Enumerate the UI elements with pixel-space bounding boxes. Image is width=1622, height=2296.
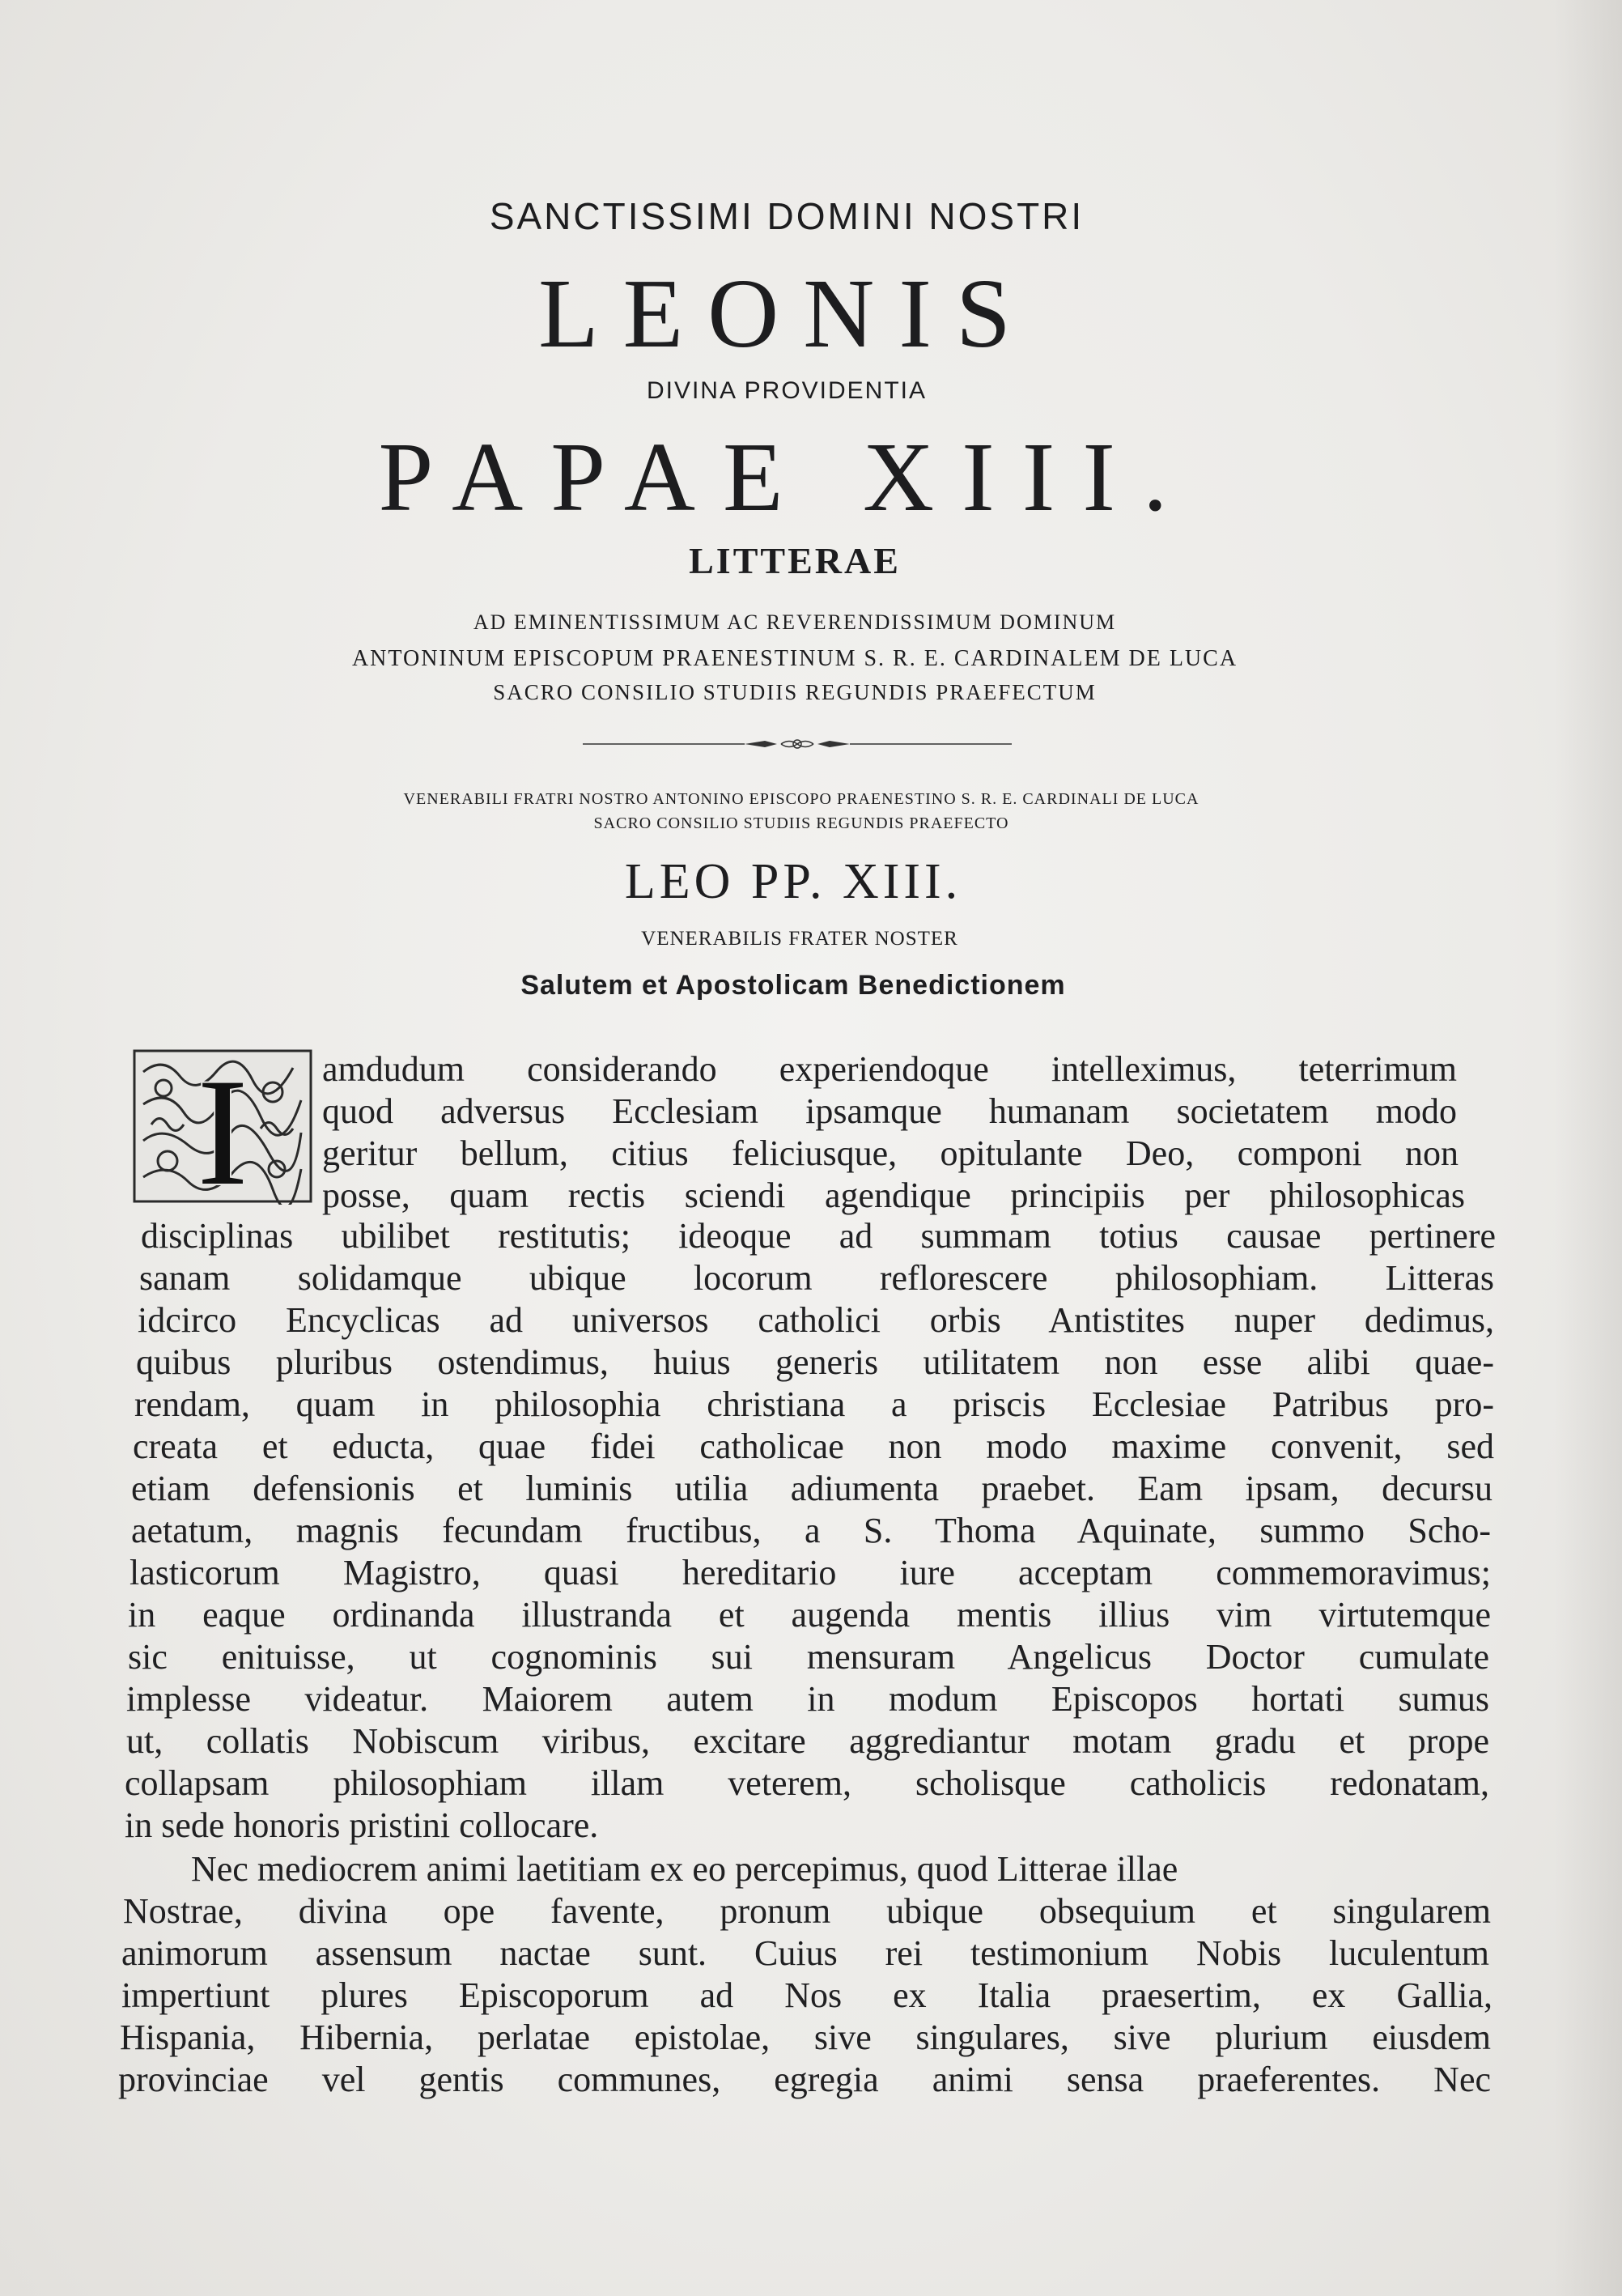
dedication-line-1: VENERABILI FRATRI NOSTRO ANTONINO EPISCOPO PRAENESTINO S. R. E. CARDINALI DE LUCA	[403, 790, 1200, 808]
body-line-21: Nostrae, divina ope favente, pronum ubique obsequium et singularem	[123, 1891, 1492, 1931]
body-line-11: etiam defensionis et luminis utilia adiumenta praebet. Eam ipsam, decursu	[131, 1469, 1492, 1508]
header-divina-providentia: DIVINA PROVIDENTIA	[646, 377, 928, 404]
header-address-line-2: ANTONINUM EPISCOPUM PRAENESTINUM S. R. E. CARDINALEM DE LUCA	[351, 646, 1238, 671]
header-address-line-3: SACRO CONSILIO STUDIIS REGUNDIS PRAEFECTUM	[493, 680, 1097, 704]
body-line-8: quibus pluribus ostendimus, huius generis utilitatem non esse alibi quae-	[136, 1342, 1494, 1382]
body-line-13: lasticorum Magistro, quasi hereditario iure acceptam commemoravimus;	[130, 1553, 1491, 1592]
body-line-1: amdudum considerando experiendoque intelleximus, teterrimum	[322, 1049, 1458, 1089]
drop-cap-letter: I	[197, 1048, 248, 1205]
body-line-22: animorum assensum nactae sunt. Cuius rei testimonium Nobis luculentum	[121, 1933, 1489, 1973]
header-litterae: LITTERAE	[689, 540, 901, 581]
blessing-line: Salutem et Apostolicam Benedictionem	[520, 970, 1066, 1001]
greeting-venerabilis-frater: VENERABILIS FRATER NOSTER	[641, 928, 958, 950]
body-line-14: in eaque ordinanda illustranda et augenda mentis illius vim virtutemque	[128, 1595, 1491, 1635]
body-line-23: impertiunt plures Episcoporum ad Nos ex Italia praesertim, ex Gallia,	[121, 1975, 1492, 2015]
author-leo-pp-xiii: LEO PP. XIII.	[624, 854, 962, 909]
body-line-2: quod adversus Ecclesiam ipsamque humanam societatem modo	[322, 1091, 1458, 1131]
header-line-sanctissimi: SANCTISSIMI DOMINI NOSTRI	[489, 195, 1085, 237]
body-line-18: collapsam philosophiam illam veterem, scholisque catholicis redonatam,	[125, 1763, 1489, 1803]
body-line-19: in sede honoris pristini collocare.	[125, 1805, 599, 1845]
ornamental-divider-icon	[583, 738, 1012, 750]
body-line-6: sanam solidamque ubique locorum reflorescere philosophiam. Litteras	[139, 1258, 1494, 1298]
body-line-7: idcirco Encyclicas ad universos catholici orbis Antistites nuper dedimus,	[138, 1300, 1494, 1340]
body-line-25: provinciae vel gentis communes, egregia animi sensa praeferentes. Nec	[118, 2060, 1492, 2099]
body-line-12: aetatum, magnis fecundam fructibus, a S. Thoma Aquinate, summo Scho-	[131, 1511, 1492, 1550]
dedication-line-2: SACRO CONSILIO STUDIIS REGUNDIS PRAEFECTO	[593, 814, 1009, 832]
body-line-3: geritur bellum, citius feliciusque, opitulante Deo, componi non	[322, 1133, 1459, 1173]
body-line-10: creata et educta, quae fidei catholicae non modo maxime convenit, sed	[133, 1426, 1494, 1466]
header-name-leonis: LEONIS	[538, 259, 1035, 368]
header-title-papae: PAPAE XIII.	[378, 423, 1195, 532]
body-line-16: implesse videatur. Maiorem autem in modum Episcopos hortati sumus	[126, 1679, 1489, 1719]
body-line-15: sic enituisse, ut cognominis sui mensuram Angelicus Doctor cumulate	[128, 1637, 1490, 1677]
decorated-initial-icon	[131, 1048, 314, 1205]
body-line-24: Hispania, Hibernia, perlatae epistolae, sive singulares, sive plurium eiusdem	[120, 2018, 1491, 2057]
header-address-line-1: AD EMINENTISSIMUM AC REVERENDISSIMUM DOMINUM	[473, 610, 1117, 634]
body-line-5: disciplinas ubilibet restitutis; ideoque ad summam totius causae pertinere	[141, 1216, 1497, 1256]
body-line-17: ut, collatis Nobiscum viribus, excitare aggrediantur motam gradu et prope	[126, 1721, 1489, 1761]
body-line-20: Nec mediocrem animi laetitiam ex eo percepimus, quod Litterae illae	[191, 1849, 1178, 1889]
body-line-9: rendam, quam in philosophia christiana a priscis Ecclesiae Patribus pro-	[134, 1384, 1494, 1424]
body-line-4: posse, quam rectis sciendi agendique principiis per philosophicas	[322, 1176, 1466, 1215]
